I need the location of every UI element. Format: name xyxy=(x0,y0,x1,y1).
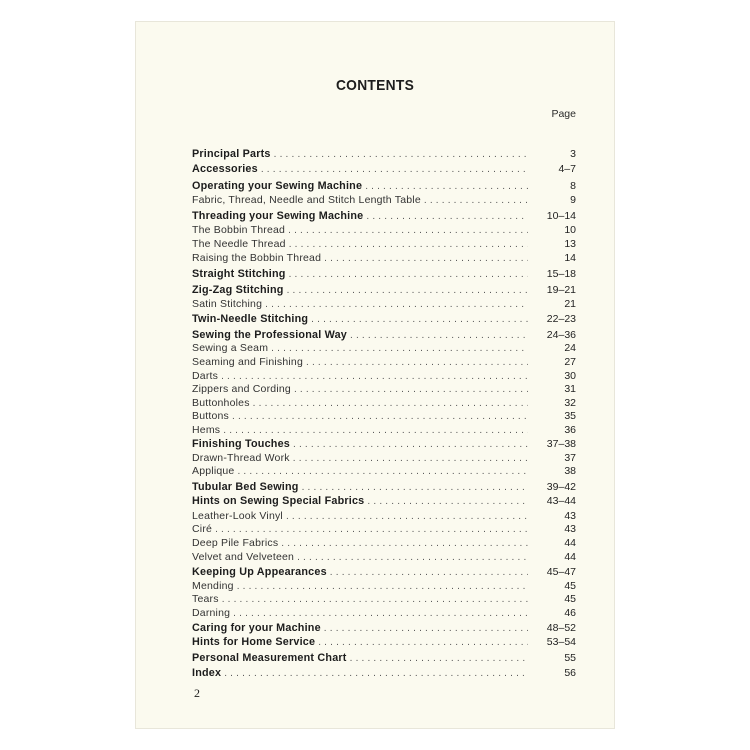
toc-entry xyxy=(192,147,576,161)
toc-entry xyxy=(192,592,576,606)
toc-entry-label: Sewing a Seam xyxy=(192,342,269,354)
toc-entry-label: Raising the Bobbin Thread xyxy=(192,252,322,264)
toc-entry-page: 37 xyxy=(564,452,576,464)
toc-entry xyxy=(192,565,576,579)
dot-leader xyxy=(350,652,528,666)
toc-entry-page: 4–7 xyxy=(558,163,576,175)
toc-entry-page: 45 xyxy=(564,580,576,592)
page-column-header: Page xyxy=(551,108,576,120)
dot-leader xyxy=(281,537,528,551)
dot-leader xyxy=(233,607,528,621)
toc-entry xyxy=(192,312,576,326)
dot-leader xyxy=(297,551,528,565)
toc-entry xyxy=(192,437,576,451)
toc-entry-label: Ciré xyxy=(192,523,213,535)
toc-entry xyxy=(192,606,576,620)
toc-entry-page: 24–36 xyxy=(546,329,576,341)
toc-entry xyxy=(192,423,576,437)
toc-entry-label: Personal Measurement Chart xyxy=(192,652,347,664)
dot-leader xyxy=(306,356,528,370)
toc-entry xyxy=(192,251,576,265)
toc-entry-page: 55 xyxy=(564,652,576,664)
dot-leader xyxy=(274,148,528,162)
toc-entry xyxy=(192,621,576,635)
toc-entry-page: 48–52 xyxy=(546,622,576,634)
toc-entry-label: Caring for your Machine xyxy=(192,622,321,634)
toc-entry-label: Index xyxy=(192,667,222,679)
toc-entry-page: 32 xyxy=(564,397,576,409)
toc-entry-page: 39–42 xyxy=(546,481,576,493)
toc-entry xyxy=(192,237,576,251)
toc-entry-label: Fabric, Thread, Needle and Stitch Length Table xyxy=(192,194,421,206)
dot-leader xyxy=(271,342,528,356)
toc-entry-page: 8 xyxy=(570,180,576,192)
toc-entry-label: Leather-Look Vinyl xyxy=(192,510,283,522)
toc-entry-label: Hints on Sewing Special Fabrics xyxy=(192,495,365,507)
toc-entry xyxy=(192,666,576,680)
toc-entry xyxy=(192,651,576,665)
toc-entry-page: 14 xyxy=(564,252,576,264)
toc-entry xyxy=(192,328,576,342)
toc-entry xyxy=(192,341,576,355)
toc-entry-label: Drawn-Thread Work xyxy=(192,452,290,464)
toc-entry-label: Velvet and Velveteen xyxy=(192,551,295,563)
toc-entry-page: 44 xyxy=(564,537,576,549)
dot-leader xyxy=(324,622,528,636)
dot-leader xyxy=(222,593,528,607)
dot-leader xyxy=(365,180,528,194)
toc-entry-page: 46 xyxy=(564,607,576,619)
toc-entry xyxy=(192,635,576,649)
toc-entry-page: 43–44 xyxy=(546,495,576,507)
toc-entry-label: Satin Stitching xyxy=(192,298,263,310)
dot-leader xyxy=(289,238,528,252)
toc-entry-page: 38 xyxy=(564,465,576,477)
toc-entry xyxy=(192,550,576,564)
toc-entry-page: 22–23 xyxy=(546,313,576,325)
toc-entry-page: 45 xyxy=(564,593,576,605)
toc-entry-label: Accessories xyxy=(192,163,258,175)
toc-entry-page: 44 xyxy=(564,551,576,563)
toc-entry xyxy=(192,382,576,396)
toc-entry-page: 10 xyxy=(564,224,576,236)
dot-leader xyxy=(293,438,528,452)
toc-entry-page: 27 xyxy=(564,356,576,368)
toc-entry-page: 37–38 xyxy=(546,438,576,450)
toc-entry-label: Principal Parts xyxy=(192,148,271,160)
toc-entry-label: Mending xyxy=(192,580,234,592)
page-title: CONTENTS xyxy=(335,77,415,94)
toc-entry-label: Darning xyxy=(192,607,231,619)
toc-entry-page: 53–54 xyxy=(546,636,576,648)
dot-leader xyxy=(324,252,528,266)
toc-entry xyxy=(192,179,576,193)
dot-leader xyxy=(366,210,528,224)
toc-entry-page: 13 xyxy=(564,238,576,250)
toc-entry-label: Buttonholes xyxy=(192,397,250,409)
toc-entry xyxy=(192,480,576,494)
toc-entry-label: Zig-Zag Stitching xyxy=(192,284,284,296)
toc-entry-label: Straight Stitching xyxy=(192,268,286,280)
dot-leader xyxy=(289,268,528,282)
toc-entry-page: 43 xyxy=(564,510,576,522)
toc-entry xyxy=(192,579,576,593)
toc-entry-page: 15–18 xyxy=(546,268,576,280)
toc-entry-page: 30 xyxy=(564,370,576,382)
dot-leader xyxy=(265,298,528,312)
document-page xyxy=(136,22,614,728)
toc-entry-page: 19–21 xyxy=(546,284,576,296)
dot-leader xyxy=(302,481,528,495)
toc-entry-label: Finishing Touches xyxy=(192,438,290,450)
dot-leader xyxy=(223,424,528,438)
toc-entry xyxy=(192,297,576,311)
dot-leader xyxy=(237,465,528,479)
toc-entry-page: 3 xyxy=(570,148,576,160)
toc-entry-page: 10–14 xyxy=(546,210,576,222)
toc-entry-label: Applique xyxy=(192,465,235,477)
toc-entry-page: 43 xyxy=(564,523,576,535)
toc-entry-label: Hints for Home Service xyxy=(192,636,316,648)
toc-entry xyxy=(192,494,576,508)
toc-entry-page: 35 xyxy=(564,410,576,422)
dot-leader xyxy=(424,194,528,208)
toc-entry-label: Tears xyxy=(192,593,219,605)
toc-entry-label: Keeping Up Appearances xyxy=(192,566,327,578)
dot-leader xyxy=(224,667,528,681)
toc-entry xyxy=(192,396,576,410)
toc-entry-label: Operating your Sewing Machine xyxy=(192,180,363,192)
toc-entry-label: Twin-Needle Stitching xyxy=(192,313,309,325)
toc-entry-label: Hems xyxy=(192,424,221,436)
dot-leader xyxy=(288,224,528,238)
dot-leader xyxy=(294,383,528,397)
toc-entry-page: 56 xyxy=(564,667,576,679)
dot-leader xyxy=(318,636,528,650)
page-number: 2 xyxy=(194,686,200,700)
toc-entry xyxy=(192,209,576,223)
toc-entry-label: Deep Pile Fabrics xyxy=(192,537,279,549)
toc-entry xyxy=(192,369,576,383)
toc-entry xyxy=(192,409,576,423)
toc-entry-page: 31 xyxy=(564,383,576,395)
toc-entry-label: Tubular Bed Sewing xyxy=(192,481,299,493)
toc-entry xyxy=(192,193,576,207)
toc-entry-label: The Bobbin Thread xyxy=(192,224,286,236)
toc-entry-page: 9 xyxy=(570,194,576,206)
toc-entry-page: 36 xyxy=(564,424,576,436)
dot-leader xyxy=(215,523,528,537)
toc-entry xyxy=(192,223,576,237)
toc-entry xyxy=(192,355,576,369)
toc-entry-page: 24 xyxy=(564,342,576,354)
toc-entry-label: Seaming and Finishing xyxy=(192,356,304,368)
dot-leader xyxy=(261,163,528,177)
toc-entry xyxy=(192,522,576,536)
toc-entry xyxy=(192,464,576,478)
toc-entry-page: 21 xyxy=(564,298,576,310)
toc-entry xyxy=(192,283,576,297)
dot-leader xyxy=(330,566,528,580)
dot-leader xyxy=(232,410,528,424)
toc-entry-page: 45–47 xyxy=(546,566,576,578)
dot-leader xyxy=(311,313,528,327)
toc-entry-label: Darts xyxy=(192,370,219,382)
toc-entry-label: Buttons xyxy=(192,410,230,422)
toc-entry xyxy=(192,162,576,176)
dot-leader xyxy=(287,284,528,298)
toc-entry-label: Zippers and Cording xyxy=(192,383,291,395)
toc-entry xyxy=(192,267,576,281)
toc-entry xyxy=(192,451,576,465)
toc-entry-label: Threading your Sewing Machine xyxy=(192,210,364,222)
toc-entry xyxy=(192,536,576,550)
toc-entry-label: The Needle Thread xyxy=(192,238,286,250)
toc-entry xyxy=(192,509,576,523)
dot-leader xyxy=(367,495,528,509)
toc-entry-label: Sewing the Professional Way xyxy=(192,329,347,341)
